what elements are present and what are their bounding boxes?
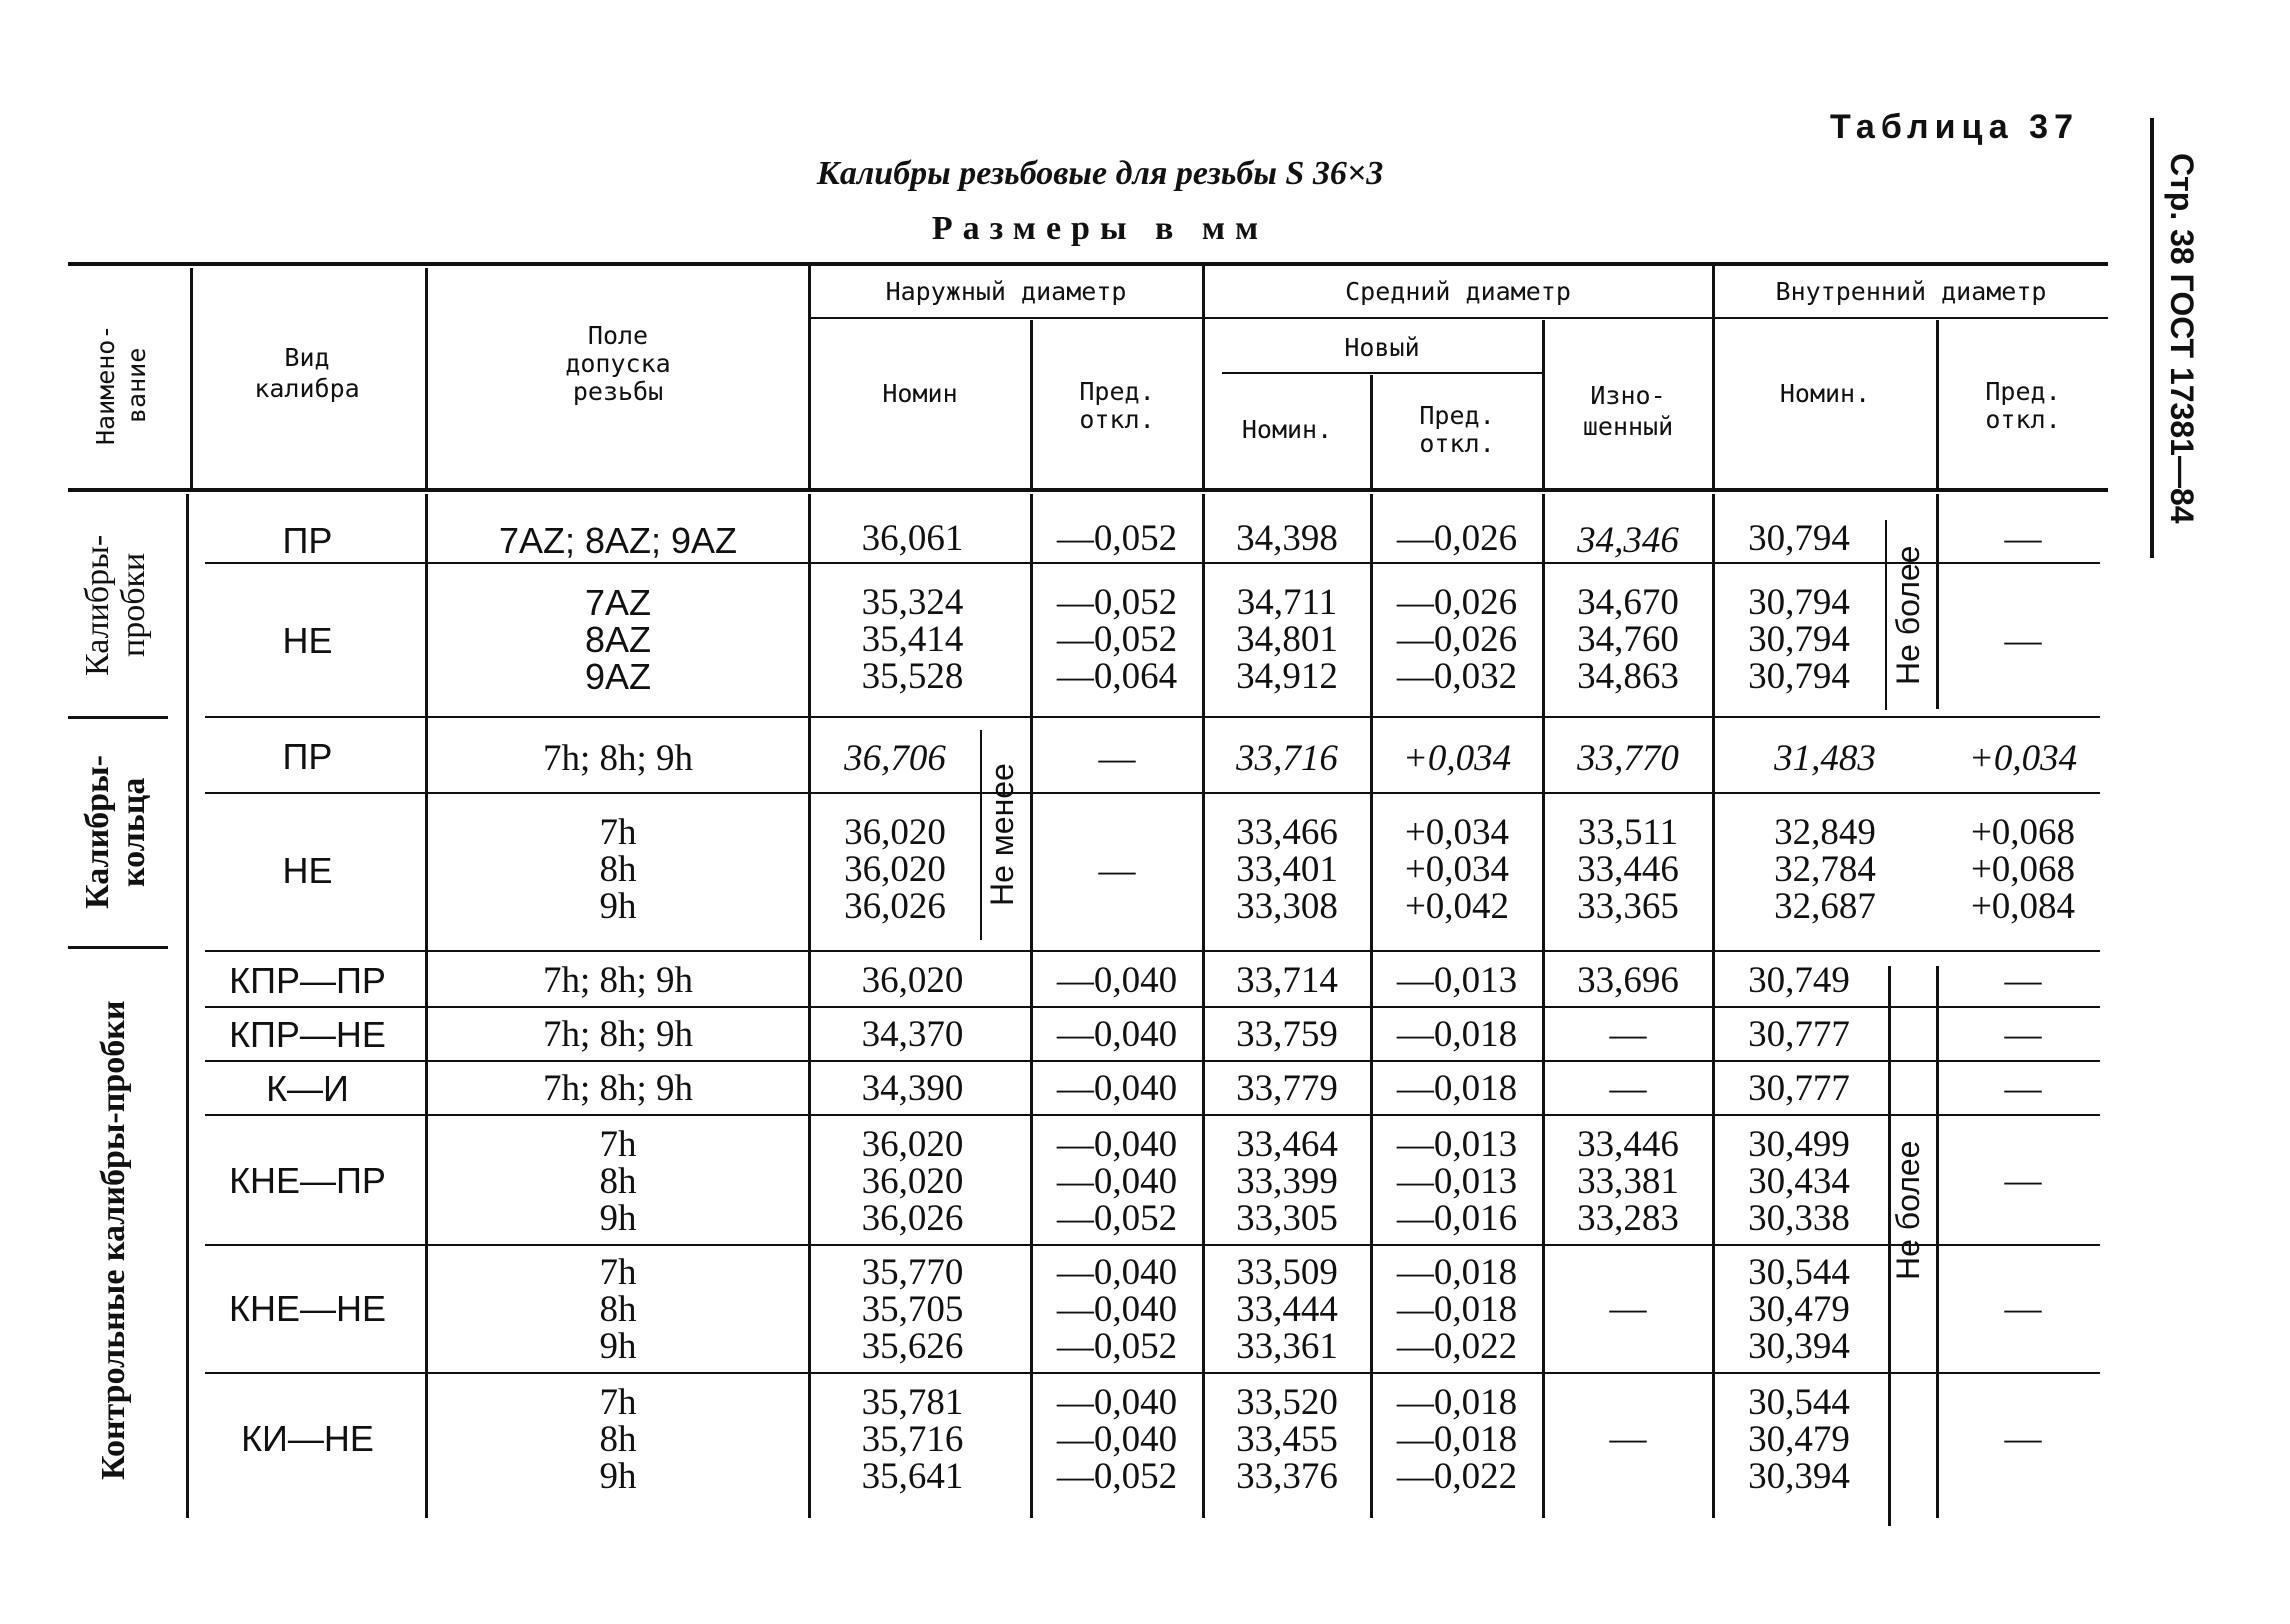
cell-pole: 7h; 8h; 9h [542,738,694,779]
header-inner-dev: Пред. откл. [1985,377,2061,434]
cell-mid-dev: —0,018 —0,018 —0,022 [1396,1252,1518,1367]
header-mid-dev: Пред. откл. [1419,401,1495,458]
cell-in-nom: 30,749 [1748,960,1850,1001]
cell-vid: КИ—НЕ [241,1418,374,1459]
cell-out-nom: 35,770 35,705 35,626 [861,1252,964,1367]
cell-worn: — [1609,1288,1647,1329]
cell-in-nom: 31,483 [1774,738,1876,779]
cell-in-dev: +0,034 [1968,738,2078,779]
header-outer-nom: Номин [882,379,958,408]
cell-in-nom: 30,544 30,479 30,394 [1748,1252,1850,1367]
table-number: Таблица 37 [1830,108,2079,146]
cell-in-nom: 30,794 30,794 30,794 [1748,582,1850,697]
cell-in-nom: 30,794 [1748,518,1850,559]
cell-out-dev: —0,040 —0,040 —0,052 [1056,1124,1178,1239]
cell-mid-nom: 33,759 [1236,1014,1338,1055]
cell-mid-dev: —0,026 —0,026 —0,032 [1396,582,1518,697]
table-title: Калибры резьбовые для резьбы S 36×3 [816,155,1384,192]
cell-out-dev: — [1098,850,1136,891]
cell-out-nom: 36,020 36,020 36,026 [861,1124,964,1239]
cell-out-dev: —0,040 —0,040 —0,052 [1056,1252,1178,1367]
note-ne-bolee-2: Не более [1890,1140,1926,1280]
group-label-koltsa: Калибры- кольца [79,755,152,909]
note-ne-menee: Не менее [984,763,1020,907]
cell-out-nom: 36,020 [861,960,964,1001]
cell-out-dev: —0,040 —0,040 —0,052 [1056,1382,1178,1497]
cell-out-dev: —0,052 —0,052 —0,064 [1056,582,1178,697]
units-caption: Размеры в мм [931,210,1269,247]
cell-mid-dev: —0,013 —0,013 —0,016 [1396,1124,1518,1239]
group-label-probki: Калибры- пробки [79,534,152,676]
header-mid-worn: Изно- шенный [1582,381,1674,441]
header-pole-dopuska: Поле допуска резьбы [565,321,671,406]
cell-pole: 7h 8h 9h [599,1252,637,1367]
cell-pole: 7h 8h 9h [599,1124,637,1239]
cell-in-nom: 30,499 30,434 30,338 [1748,1124,1850,1239]
cell-pole: 7h 8h 9h [599,1382,637,1497]
cell-out-nom: 36,061 [861,518,964,559]
cell-vid: КНЕ—НЕ [229,1288,386,1329]
cell-mid-nom: 33,779 [1236,1068,1338,1109]
cell-vid: КПР—НЕ [229,1014,386,1055]
cell-worn: 33,696 [1577,960,1679,1001]
cell-in-dev: — [2004,1418,2042,1459]
cell-out-nom: 35,324 35,414 35,528 [861,582,964,697]
cell-out-nom: 34,390 [861,1068,964,1109]
cell-mid-dev: —0,018 [1396,1068,1518,1109]
header-outer-dev: Пред. откл. [1079,377,1155,434]
cell-worn: 34,346 [1577,520,1679,561]
cell-out-dev: — [1098,738,1136,779]
cell-pole: 7AZ; 8AZ; 9AZ [498,520,738,561]
cell-vid: КПР—ПР [229,960,386,1001]
cell-mid-nom: 33,466 33,401 33,308 [1236,812,1338,927]
cell-in-dev: +0,068 +0,068 +0,084 [1970,812,2076,927]
cell-worn: — [1609,1418,1647,1459]
cell-mid-nom: 33,716 [1236,738,1338,779]
cell-in-dev: — [2004,960,2042,1001]
cell-worn: 34,670 34,760 34,863 [1577,582,1679,697]
cell-out-dev: —0,040 [1056,960,1178,1001]
cell-mid-nom: 34,711 34,801 34,912 [1236,582,1338,697]
cell-worn: 33,446 33,381 33,283 [1577,1124,1679,1239]
header-inner-nom: Номин. [1779,379,1871,408]
cell-in-nom: 32,849 32,784 32,687 [1774,812,1876,927]
cell-mid-dev: —0,013 [1396,960,1518,1001]
cell-in-nom: 30,544 30,479 30,394 [1748,1382,1850,1497]
header-inner-diameter: Внутренний диаметр [1775,277,2047,306]
cell-pole: 7AZ 8AZ 9AZ [584,582,652,697]
cell-in-nom: 30,777 [1748,1014,1850,1055]
cell-out-dev: —0,052 [1056,518,1178,559]
cell-in-dev: — [2004,620,2042,661]
cell-mid-nom: 34,398 [1236,518,1338,559]
cell-in-dev: — [2004,1160,2042,1201]
cell-pole: 7h 8h 9h [599,812,637,927]
cell-in-dev: — [2004,518,2042,559]
cell-in-dev: — [2004,1288,2042,1329]
cell-worn: — [1609,1014,1647,1055]
header-outer-diameter: Наружный диаметр [885,277,1127,306]
cell-in-dev: — [2004,1068,2042,1109]
side-margin-label: Стр. 38 ГОСТ 17381—84 [2164,152,2200,524]
cell-out-dev: —0,040 [1056,1068,1178,1109]
header-mid-diameter: Средний диаметр [1345,277,1571,306]
cell-mid-nom: 33,509 33,444 33,361 [1236,1252,1338,1367]
cell-mid-dev: —0,018 [1396,1014,1518,1055]
cell-out-nom: 36,020 36,020 36,026 [844,812,946,927]
cell-pole: 7h; 8h; 9h [542,1014,694,1055]
header-vid-kalibra: Вид калибра [254,343,360,403]
cell-mid-nom: 33,464 33,399 33,305 [1236,1124,1338,1239]
cell-out-nom: 35,781 35,716 35,641 [861,1382,964,1497]
cell-vid: К—И [266,1068,349,1109]
cell-mid-nom: 33,714 [1236,960,1338,1001]
cell-out-nom: 34,370 [861,1014,964,1055]
cell-worn: 33,770 [1577,738,1679,779]
cell-mid-nom: 33,520 33,455 33,376 [1236,1382,1338,1497]
cell-mid-dev: +0,034 +0,034 +0,042 [1404,812,1510,927]
header-mid-new: Новый [1344,333,1420,362]
cell-pole: 7h; 8h; 9h [542,1068,694,1109]
cell-pole: 7h; 8h; 9h [542,960,694,1001]
cell-in-dev: — [2004,1014,2042,1055]
group-label-kontr: Контрольные калибры-пробки [95,1000,132,1480]
cell-vid: ПР [282,520,333,561]
cell-worn: — [1609,1068,1647,1109]
cell-mid-dev: +0,034 [1402,738,1512,779]
header-naimenovanie: Наимено- вание [91,324,151,446]
cell-mid-dev: —0,018 —0,018 —0,022 [1396,1382,1518,1497]
cell-vid: КНЕ—ПР [229,1160,386,1201]
note-ne-bolee-1: Не более [1890,545,1926,685]
cell-mid-dev: —0,026 [1396,518,1518,559]
cell-out-nom: 36,706 [844,738,946,779]
side-margin-rule [2150,118,2154,558]
cell-vid: ПР [282,736,333,777]
header-mid-nom: Номин. [1241,415,1333,444]
cell-in-nom: 30,777 [1748,1068,1850,1109]
cell-worn: 33,511 33,446 33,365 [1577,812,1679,927]
cell-out-dev: —0,040 [1056,1014,1178,1055]
cell-vid: НЕ [282,850,333,891]
cell-vid: НЕ [282,620,333,661]
